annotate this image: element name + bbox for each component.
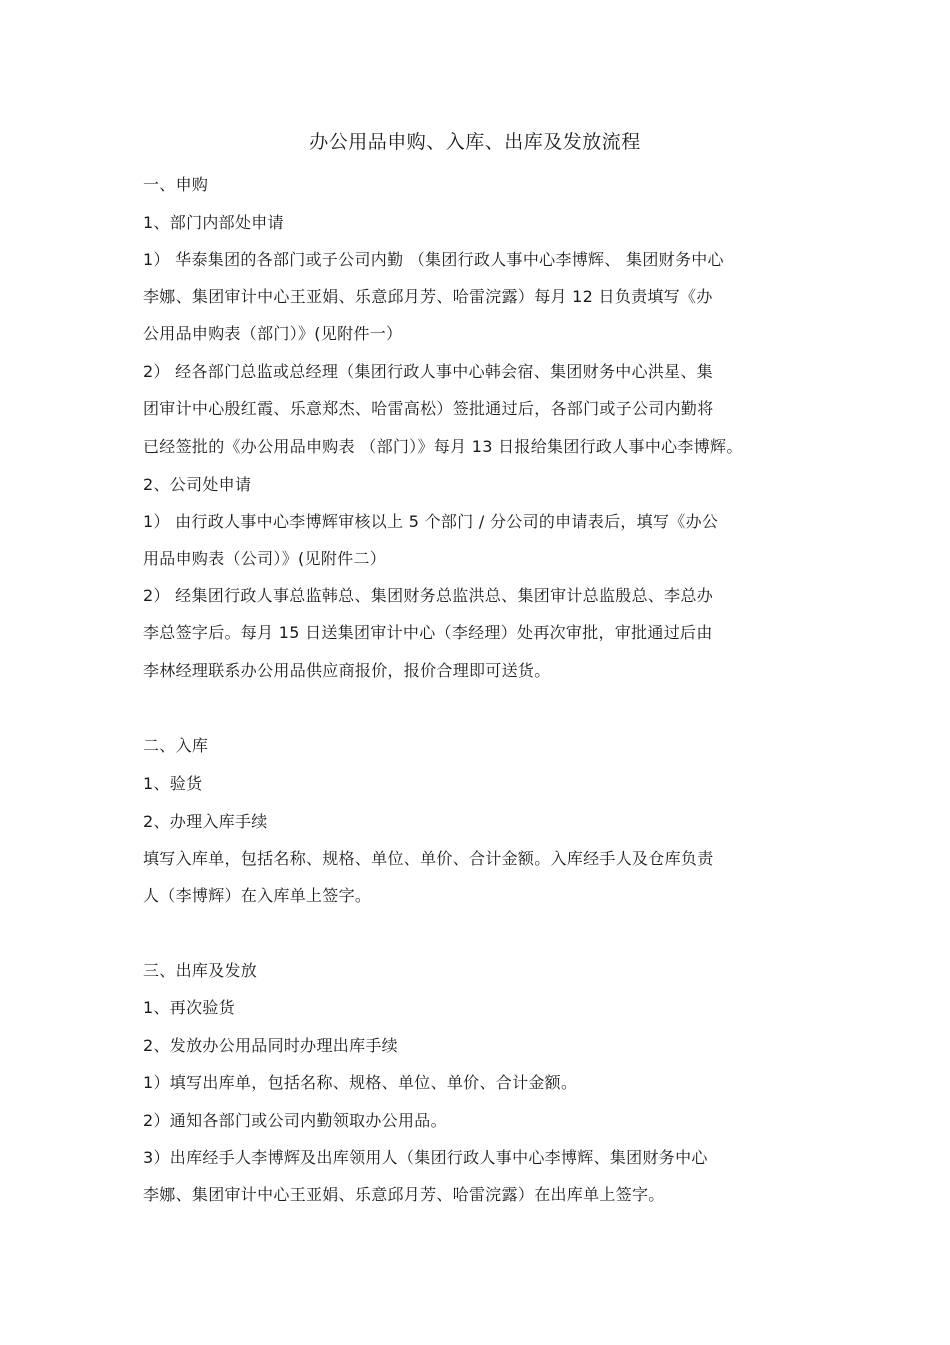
subsection-heading: 2、办理入库手续: [143, 812, 268, 831]
paragraph-line: 1） 由行政人事中心李博辉审核以上 5 个部门 / 分公司的申请表后，填写《办公: [143, 512, 719, 531]
paragraph-line: 2） 经集团行政人事总监韩总、集团财务总监洪总、集团审计总监殷总、李总办: [143, 586, 714, 605]
subsection-heading: 1、部门内部处申请: [143, 213, 284, 232]
subsection-heading: 1、验货: [143, 774, 203, 793]
paragraph-line: 李林经理联系办公用品供应商报价，报价合理即可送货。: [143, 661, 551, 680]
paragraph-line: 李娜、集团审计中心王亚娟、乐意邱月芳、哈雷浣露）每月 12 日负责填写《办: [143, 287, 713, 306]
paragraph-line: 2）通知各部门或公司内勤领取办公用品。: [143, 1111, 447, 1130]
section-heading-warehousing: 二、入库: [143, 736, 209, 755]
section-heading-purchase: 一、申购: [143, 175, 209, 194]
paragraph-line: 公用品申购表（部门）》(见附件一）: [143, 324, 403, 343]
paragraph-line: 填写入库单，包括名称、规格、单位、单价、合计金额。入库经手人及仓库负责: [143, 849, 714, 868]
paragraph-line: 2） 经各部门总监或总经理（集团行政人事中心韩会宿、集团财务中心洪星、集: [143, 362, 714, 381]
paragraph-line: 团审计中心殷红霞、乐意郑杰、哈雷高松）签批通过后，各部门或子公司内勤将: [143, 399, 714, 418]
subsection-heading: 2、发放办公用品同时办理出库手续: [143, 1036, 398, 1055]
paragraph-line: 李总签字后。每月 15 日送集团审计中心（李经理）处再次审批，审批通过后由: [143, 623, 713, 642]
paragraph-line: 已经签批的《办公用品申购表 （部门）》每月 13 日报给集团行政人事中心李博辉。: [143, 437, 743, 456]
paragraph-line: 人（李博辉）在入库单上签字。: [143, 886, 372, 905]
paragraph-line: 李娜、集团审计中心王亚娟、乐意邱月芳、哈雷浣露）在出库单上签字。: [143, 1185, 665, 1204]
paragraph-line: 3）出库经手人李博辉及出库领用人（集团行政人事中心李博辉、集团财务中心: [143, 1148, 708, 1167]
paragraph-line: 1）填写出库单，包括名称、规格、单位、单价、合计金额。: [143, 1073, 578, 1092]
paragraph-line: 1） 华泰集团的各部门或子公司内勤 （集团行政人事中心李博辉、 集团财务中心: [143, 250, 724, 269]
document-title: 办公用品申购、入库、出库及发放流程: [309, 131, 641, 153]
subsection-heading: 1、再次验货: [143, 998, 235, 1017]
section-heading-outbound: 三、出库及发放: [143, 961, 258, 980]
paragraph-line: 用品申购表（公司）》(见附件二）: [143, 549, 387, 568]
subsection-heading: 2、公司处申请: [143, 475, 252, 494]
